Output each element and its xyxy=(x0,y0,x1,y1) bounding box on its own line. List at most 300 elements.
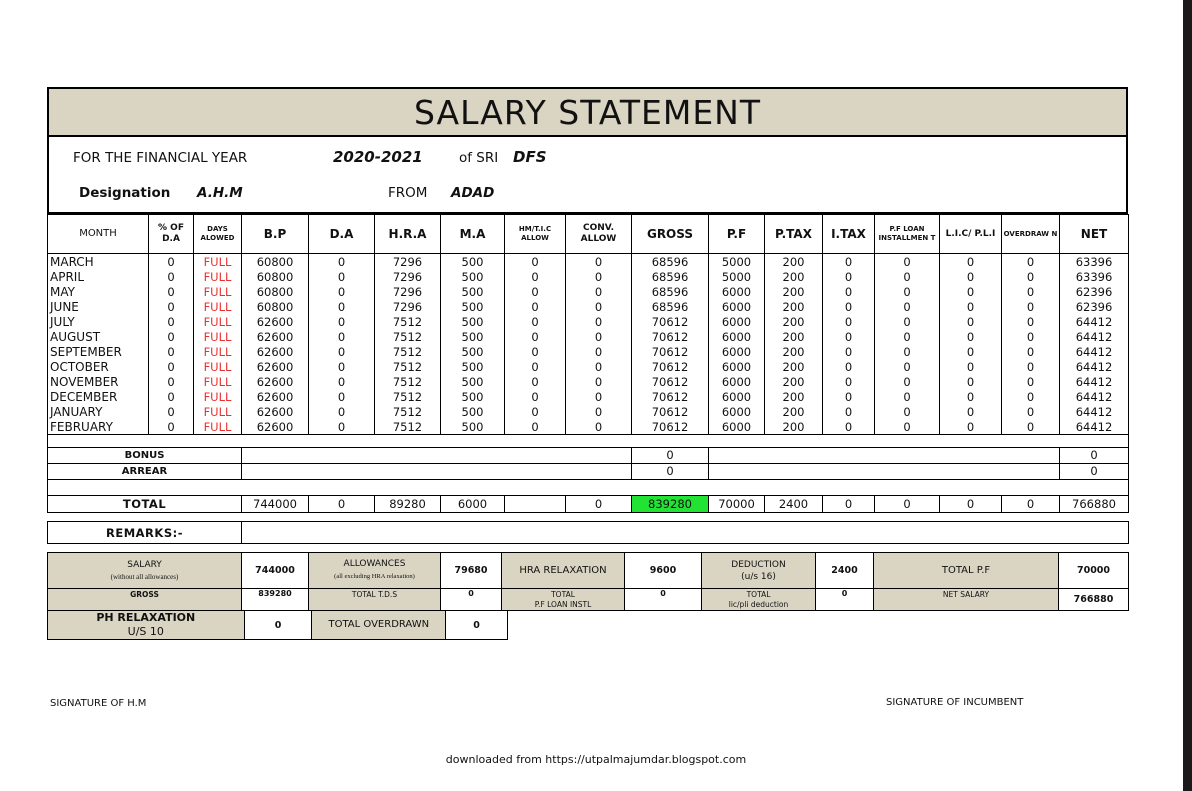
table-cell: 70612 xyxy=(632,404,709,419)
table-cell: 6000 xyxy=(709,284,765,299)
table-cell: 0 xyxy=(149,314,194,329)
table-cell: 0 xyxy=(823,359,875,374)
lic-value: 0 xyxy=(816,589,874,611)
table-cell: 70612 xyxy=(632,374,709,389)
table-cell: 64412 xyxy=(1060,374,1129,389)
table-cell: 68596 xyxy=(632,254,709,270)
table-cell: 0 xyxy=(149,359,194,374)
table-cell: 70612 xyxy=(632,344,709,359)
table-cell: 0 xyxy=(566,329,632,344)
fy-label: FOR THE FINANCIAL YEAR xyxy=(73,150,248,166)
table-cell: 0 xyxy=(149,299,194,314)
total-pf-label: TOTAL P.F xyxy=(874,553,1059,589)
arrear-gross: 0 xyxy=(632,463,709,479)
table-cell: 0 xyxy=(823,299,875,314)
table-cell: 7296 xyxy=(375,269,441,284)
table-cell: 500 xyxy=(441,284,505,299)
from-value: ADAD xyxy=(451,185,495,201)
table-cell: 0 xyxy=(940,344,1002,359)
table-cell: 0 xyxy=(566,299,632,314)
window-edge xyxy=(1183,0,1192,791)
deduction-sub: (u/s 16) xyxy=(741,571,776,582)
table-cell: 0 xyxy=(875,404,940,419)
table-cell: 0 xyxy=(566,284,632,299)
table-cell: FULL xyxy=(194,344,242,359)
table-cell: 0 xyxy=(566,344,632,359)
table-cell: 500 xyxy=(441,254,505,270)
table-cell: 62600 xyxy=(242,374,309,389)
table-cell: 200 xyxy=(765,344,823,359)
bonus-net: 0 xyxy=(1060,447,1129,463)
table-cell: 6000 xyxy=(709,359,765,374)
table-cell: 6000 xyxy=(709,344,765,359)
table-cell: 7512 xyxy=(375,344,441,359)
table-row xyxy=(48,374,1129,389)
table-cell: 62600 xyxy=(242,404,309,419)
table-cell: 0 xyxy=(875,299,940,314)
col-days: DAYS ALOWED xyxy=(194,215,242,254)
table-cell: 5000 xyxy=(709,254,765,270)
table-cell: 0 xyxy=(149,344,194,359)
lic-sub: lic/pli deduction xyxy=(728,599,789,609)
total-overdrawn: 0 xyxy=(1002,496,1060,513)
table-cell: 60800 xyxy=(242,284,309,299)
table-cell: 62396 xyxy=(1060,299,1129,314)
table-cell: 0 xyxy=(149,329,194,344)
overdrawn-value: 0 xyxy=(446,611,508,640)
table-cell: 0 xyxy=(566,404,632,419)
table-row xyxy=(48,269,1129,284)
table-cell: 64412 xyxy=(1060,314,1129,329)
remarks-row xyxy=(48,522,1129,544)
month-cell: MARCH xyxy=(48,254,149,270)
total-bp: 744000 xyxy=(242,496,309,513)
table-cell: 64412 xyxy=(1060,404,1129,419)
table-cell: 0 xyxy=(566,359,632,374)
table-cell: 500 xyxy=(441,299,505,314)
table-cell: 7512 xyxy=(375,419,441,435)
table-cell: 7512 xyxy=(375,359,441,374)
table-cell: 0 xyxy=(505,389,566,404)
table-cell: 0 xyxy=(940,359,1002,374)
table-cell: 62396 xyxy=(1060,284,1129,299)
table-cell: FULL xyxy=(194,284,242,299)
table-cell: 0 xyxy=(940,299,1002,314)
table-cell: 0 xyxy=(940,419,1002,435)
col-hm-allow: HM/T.I.C ALLOW xyxy=(505,215,566,254)
table-row xyxy=(48,314,1129,329)
hra-relax-label: HRA RELAXATION xyxy=(502,553,625,589)
table-cell: 0 xyxy=(309,269,375,284)
summary-row-1 xyxy=(48,553,1129,589)
download-credit: downloaded from https://utpalmajumdar.blogspot.com xyxy=(445,753,747,766)
salary-table xyxy=(47,214,1129,435)
total-pfloan: 0 xyxy=(875,496,940,513)
table-cell: 0 xyxy=(309,329,375,344)
table-cell: 500 xyxy=(441,344,505,359)
table-cell: 200 xyxy=(765,374,823,389)
title-banner xyxy=(47,87,1128,137)
table-cell: 0 xyxy=(1002,329,1060,344)
allowances-sub: (all excluding HRA relaxation) xyxy=(334,573,415,580)
table-cell: 0 xyxy=(1002,359,1060,374)
col-gross: GROSS xyxy=(632,215,709,254)
ph-label: PH RELAXATION xyxy=(96,611,196,624)
from-label: FROM xyxy=(388,185,428,201)
info-block xyxy=(47,137,1128,214)
table-cell: 6000 xyxy=(709,419,765,435)
table-cell: 0 xyxy=(505,299,566,314)
col-conv-allow: CONV. ALLOW xyxy=(566,215,632,254)
total-gross: 839280 xyxy=(632,496,709,513)
table-row xyxy=(48,404,1129,419)
table-cell: 200 xyxy=(765,254,823,270)
table-cell: 7296 xyxy=(375,299,441,314)
table-cell: 0 xyxy=(505,329,566,344)
table-cell: 200 xyxy=(765,329,823,344)
table-cell: 0 xyxy=(940,404,1002,419)
table-cell: 0 xyxy=(823,404,875,419)
table-cell: 0 xyxy=(149,374,194,389)
table-cell: 6000 xyxy=(709,299,765,314)
month-cell: DECEMBER xyxy=(48,389,149,404)
table-cell: 0 xyxy=(309,389,375,404)
table-cell: 7296 xyxy=(375,254,441,270)
month-cell: OCTOBER xyxy=(48,359,149,374)
table-cell: 7512 xyxy=(375,329,441,344)
table-cell: 0 xyxy=(1002,389,1060,404)
table-cell: 63396 xyxy=(1060,269,1129,284)
table-row xyxy=(48,254,1129,270)
table-cell: 0 xyxy=(823,284,875,299)
month-cell: JANUARY xyxy=(48,404,149,419)
total-hra: 89280 xyxy=(375,496,441,513)
table-cell: 62600 xyxy=(242,329,309,344)
gross-label: GROSS xyxy=(48,589,242,611)
bonus-row xyxy=(48,447,1129,463)
table-cell: 0 xyxy=(875,374,940,389)
header-row xyxy=(48,215,1129,254)
table-cell: 0 xyxy=(566,419,632,435)
table-row xyxy=(48,419,1129,435)
ph-value: 0 xyxy=(244,611,312,640)
table-cell: 0 xyxy=(309,359,375,374)
table-cell: 7512 xyxy=(375,374,441,389)
table-cell: FULL xyxy=(194,254,242,270)
table-cell: 0 xyxy=(1002,299,1060,314)
total-hm xyxy=(505,496,566,513)
allowances-label: ALLOWANCES xyxy=(343,559,406,569)
table-cell: 0 xyxy=(505,284,566,299)
total-itax: 0 xyxy=(823,496,875,513)
table-cell: 64412 xyxy=(1060,419,1129,435)
table-cell: 7512 xyxy=(375,404,441,419)
table-cell: 70612 xyxy=(632,359,709,374)
table-cell: FULL xyxy=(194,299,242,314)
allowances-cell xyxy=(309,553,441,589)
hra-relax-value: 9600 xyxy=(625,553,702,589)
table-cell: 0 xyxy=(505,374,566,389)
table-cell: 70612 xyxy=(632,389,709,404)
summary-row-3 xyxy=(48,611,508,640)
table-cell: 0 xyxy=(309,344,375,359)
table-cell: 6000 xyxy=(709,404,765,419)
table-cell: 7512 xyxy=(375,389,441,404)
table-cell: 68596 xyxy=(632,284,709,299)
deduction-cell xyxy=(702,553,816,589)
salary-sheet xyxy=(47,87,1128,640)
table-cell: 0 xyxy=(823,269,875,284)
table-cell: 64412 xyxy=(1060,359,1129,374)
total-ptax: 2400 xyxy=(765,496,823,513)
table-cell: 7512 xyxy=(375,314,441,329)
allowances-value: 79680 xyxy=(441,553,502,589)
table-cell: 0 xyxy=(1002,344,1060,359)
table-cell: 0 xyxy=(875,254,940,270)
table-cell: 0 xyxy=(149,404,194,419)
table-cell: 7296 xyxy=(375,284,441,299)
bonus-label: BONUS xyxy=(48,447,242,463)
table-cell: 0 xyxy=(875,284,940,299)
table-cell: FULL xyxy=(194,269,242,284)
table-cell: 500 xyxy=(441,374,505,389)
table-cell: 500 xyxy=(441,329,505,344)
table-cell: 0 xyxy=(823,254,875,270)
table-row xyxy=(48,329,1129,344)
salary-cell xyxy=(48,553,242,589)
col-net: NET xyxy=(1060,215,1129,254)
total-pf: 70000 xyxy=(709,496,765,513)
table-row xyxy=(48,359,1129,374)
table-cell: 0 xyxy=(940,284,1002,299)
table-cell: FULL xyxy=(194,404,242,419)
col-da: D.A xyxy=(309,215,375,254)
table-cell: FULL xyxy=(194,359,242,374)
table-cell: 200 xyxy=(765,314,823,329)
month-cell: APRIL xyxy=(48,269,149,284)
col-month: MONTH xyxy=(48,215,149,254)
table-cell: 0 xyxy=(940,269,1002,284)
table-cell: 68596 xyxy=(632,269,709,284)
table-cell: 0 xyxy=(940,329,1002,344)
total-ma: 6000 xyxy=(441,496,505,513)
table-cell: 200 xyxy=(765,404,823,419)
table-cell: 0 xyxy=(505,419,566,435)
table-cell: 0 xyxy=(566,374,632,389)
col-pf: P.F xyxy=(709,215,765,254)
table-cell: 0 xyxy=(149,269,194,284)
table-cell: 70612 xyxy=(632,329,709,344)
table-cell: 200 xyxy=(765,359,823,374)
lic-cell xyxy=(702,589,816,611)
month-cell: SEPTEMBER xyxy=(48,344,149,359)
month-cell: MAY xyxy=(48,284,149,299)
table-cell: 6000 xyxy=(709,314,765,329)
arrear-row xyxy=(48,463,1129,479)
table-cell: 500 xyxy=(441,419,505,435)
table-cell: 0 xyxy=(1002,404,1060,419)
salary-sub: (without all allowances) xyxy=(110,572,179,581)
table-cell: 0 xyxy=(309,404,375,419)
table-cell: 5000 xyxy=(709,269,765,284)
lic-label: TOTAL xyxy=(746,589,771,599)
total-table xyxy=(47,495,1129,513)
table-cell: 0 xyxy=(309,419,375,435)
table-cell: 0 xyxy=(505,359,566,374)
table-cell: 0 xyxy=(875,389,940,404)
salary-value: 744000 xyxy=(242,553,309,589)
summary-table xyxy=(47,552,1129,611)
summary-row-2 xyxy=(48,589,1129,611)
total-label: TOTAL xyxy=(48,496,242,513)
tds-label: TOTAL T.D.S xyxy=(309,589,441,611)
table-cell: 500 xyxy=(441,389,505,404)
table-cell: 0 xyxy=(566,269,632,284)
col-ptax: P.TAX xyxy=(765,215,823,254)
month-cell: NOVEMBER xyxy=(48,374,149,389)
table-cell: 500 xyxy=(441,269,505,284)
table-cell: 0 xyxy=(823,344,875,359)
table-cell: 62600 xyxy=(242,419,309,435)
summary-table-2 xyxy=(47,611,508,640)
table-cell: 0 xyxy=(309,374,375,389)
table-cell: 0 xyxy=(505,404,566,419)
table-cell: FULL xyxy=(194,374,242,389)
table-cell: 68596 xyxy=(632,299,709,314)
remarks-label: REMARKS:- xyxy=(48,522,242,544)
total-conv: 0 xyxy=(566,496,632,513)
table-cell: 0 xyxy=(505,269,566,284)
month-cell: AUGUST xyxy=(48,329,149,344)
table-cell: 60800 xyxy=(242,269,309,284)
col-pf-loan: P.F LOAN INSTALLMEN T xyxy=(875,215,940,254)
table-cell: 0 xyxy=(823,314,875,329)
table-cell: 0 xyxy=(875,359,940,374)
table-cell: 0 xyxy=(875,419,940,435)
table-cell: 0 xyxy=(1002,419,1060,435)
page-title: SALARY STATEMENT xyxy=(413,92,762,132)
designation-value: A.H.M xyxy=(197,185,243,201)
table-cell: 64412 xyxy=(1060,329,1129,344)
table-cell: 0 xyxy=(149,389,194,404)
table-cell: 200 xyxy=(765,269,823,284)
table-cell: 0 xyxy=(1002,269,1060,284)
arrear-net: 0 xyxy=(1060,463,1129,479)
table-cell: 500 xyxy=(441,404,505,419)
net-value: 766880 xyxy=(1059,589,1129,611)
total-pf-value: 70000 xyxy=(1059,553,1129,589)
ph-sub: U/S 10 xyxy=(127,625,164,638)
net-label: NET SALARY xyxy=(874,589,1059,611)
table-cell: 200 xyxy=(765,284,823,299)
arrear-label: ARREAR xyxy=(48,463,242,479)
table-cell: 0 xyxy=(940,254,1002,270)
table-cell: 0 xyxy=(875,344,940,359)
table-cell: 6000 xyxy=(709,329,765,344)
ph-cell xyxy=(48,611,245,640)
table-cell: FULL xyxy=(194,329,242,344)
table-cell: 70612 xyxy=(632,419,709,435)
table-cell: 200 xyxy=(765,389,823,404)
gross-value: 839280 xyxy=(242,589,309,611)
remarks-value xyxy=(242,522,1129,544)
total-row xyxy=(48,496,1129,513)
table-cell: 0 xyxy=(875,314,940,329)
table-row xyxy=(48,284,1129,299)
table-row xyxy=(48,389,1129,404)
designation-label: Designation xyxy=(79,185,171,201)
pfloan-sub: P.F LOAN INSTL xyxy=(534,599,592,609)
table-cell: 60800 xyxy=(242,299,309,314)
col-bp: B.P xyxy=(242,215,309,254)
signature-hm: SIGNATURE OF H.M xyxy=(50,698,147,709)
pfloan-label: TOTAL xyxy=(551,589,575,599)
table-cell: 0 xyxy=(505,254,566,270)
month-cell: FEBRUARY xyxy=(48,419,149,435)
employee-name: DFS xyxy=(513,148,547,166)
table-cell: 0 xyxy=(566,254,632,270)
table-cell: 0 xyxy=(875,329,940,344)
table-cell: 0 xyxy=(566,314,632,329)
table-cell: 62600 xyxy=(242,314,309,329)
month-cell: JUNE xyxy=(48,299,149,314)
table-cell: 0 xyxy=(505,344,566,359)
table-cell: 200 xyxy=(765,299,823,314)
table-cell: 0 xyxy=(823,419,875,435)
table-cell: 500 xyxy=(441,314,505,329)
table-cell: 0 xyxy=(1002,374,1060,389)
table-cell: 62600 xyxy=(242,344,309,359)
tds-value: 0 xyxy=(441,589,502,611)
table-cell: FULL xyxy=(194,389,242,404)
table-cell: FULL xyxy=(194,314,242,329)
table-cell: 0 xyxy=(940,389,1002,404)
col-hra: H.R.A xyxy=(375,215,441,254)
deduction-label: DEDUCTION xyxy=(731,559,786,570)
table-cell: 0 xyxy=(940,374,1002,389)
table-cell: 63396 xyxy=(1060,254,1129,270)
table-cell: 6000 xyxy=(709,389,765,404)
total-lic: 0 xyxy=(940,496,1002,513)
bonus-arrear-table xyxy=(47,435,1129,495)
overdrawn-label: TOTAL OVERDRAWN xyxy=(312,611,446,640)
table-cell: 62600 xyxy=(242,389,309,404)
table-cell: 0 xyxy=(875,269,940,284)
col-itax: I.TAX xyxy=(823,215,875,254)
bonus-gross: 0 xyxy=(632,447,709,463)
month-cell: JULY xyxy=(48,314,149,329)
table-cell: 60800 xyxy=(242,254,309,270)
table-cell: 6000 xyxy=(709,374,765,389)
table-row xyxy=(48,299,1129,314)
table-cell: 0 xyxy=(309,254,375,270)
table-cell: 0 xyxy=(309,314,375,329)
of-sri-label: of SRI xyxy=(459,150,499,166)
col-lic: L.I.C/ P.L.I xyxy=(940,215,1002,254)
table-cell: 0 xyxy=(505,314,566,329)
table-cell: 0 xyxy=(566,389,632,404)
table-cell: 64412 xyxy=(1060,389,1129,404)
table-cell: 0 xyxy=(823,329,875,344)
table-cell: 0 xyxy=(149,419,194,435)
table-cell: 0 xyxy=(309,299,375,314)
table-row xyxy=(48,344,1129,359)
table-cell: 0 xyxy=(940,314,1002,329)
table-cell: 0 xyxy=(1002,314,1060,329)
col-overdrawn: OVERDRAW N xyxy=(1002,215,1060,254)
table-cell: 62600 xyxy=(242,359,309,374)
col-ma: M.A xyxy=(441,215,505,254)
